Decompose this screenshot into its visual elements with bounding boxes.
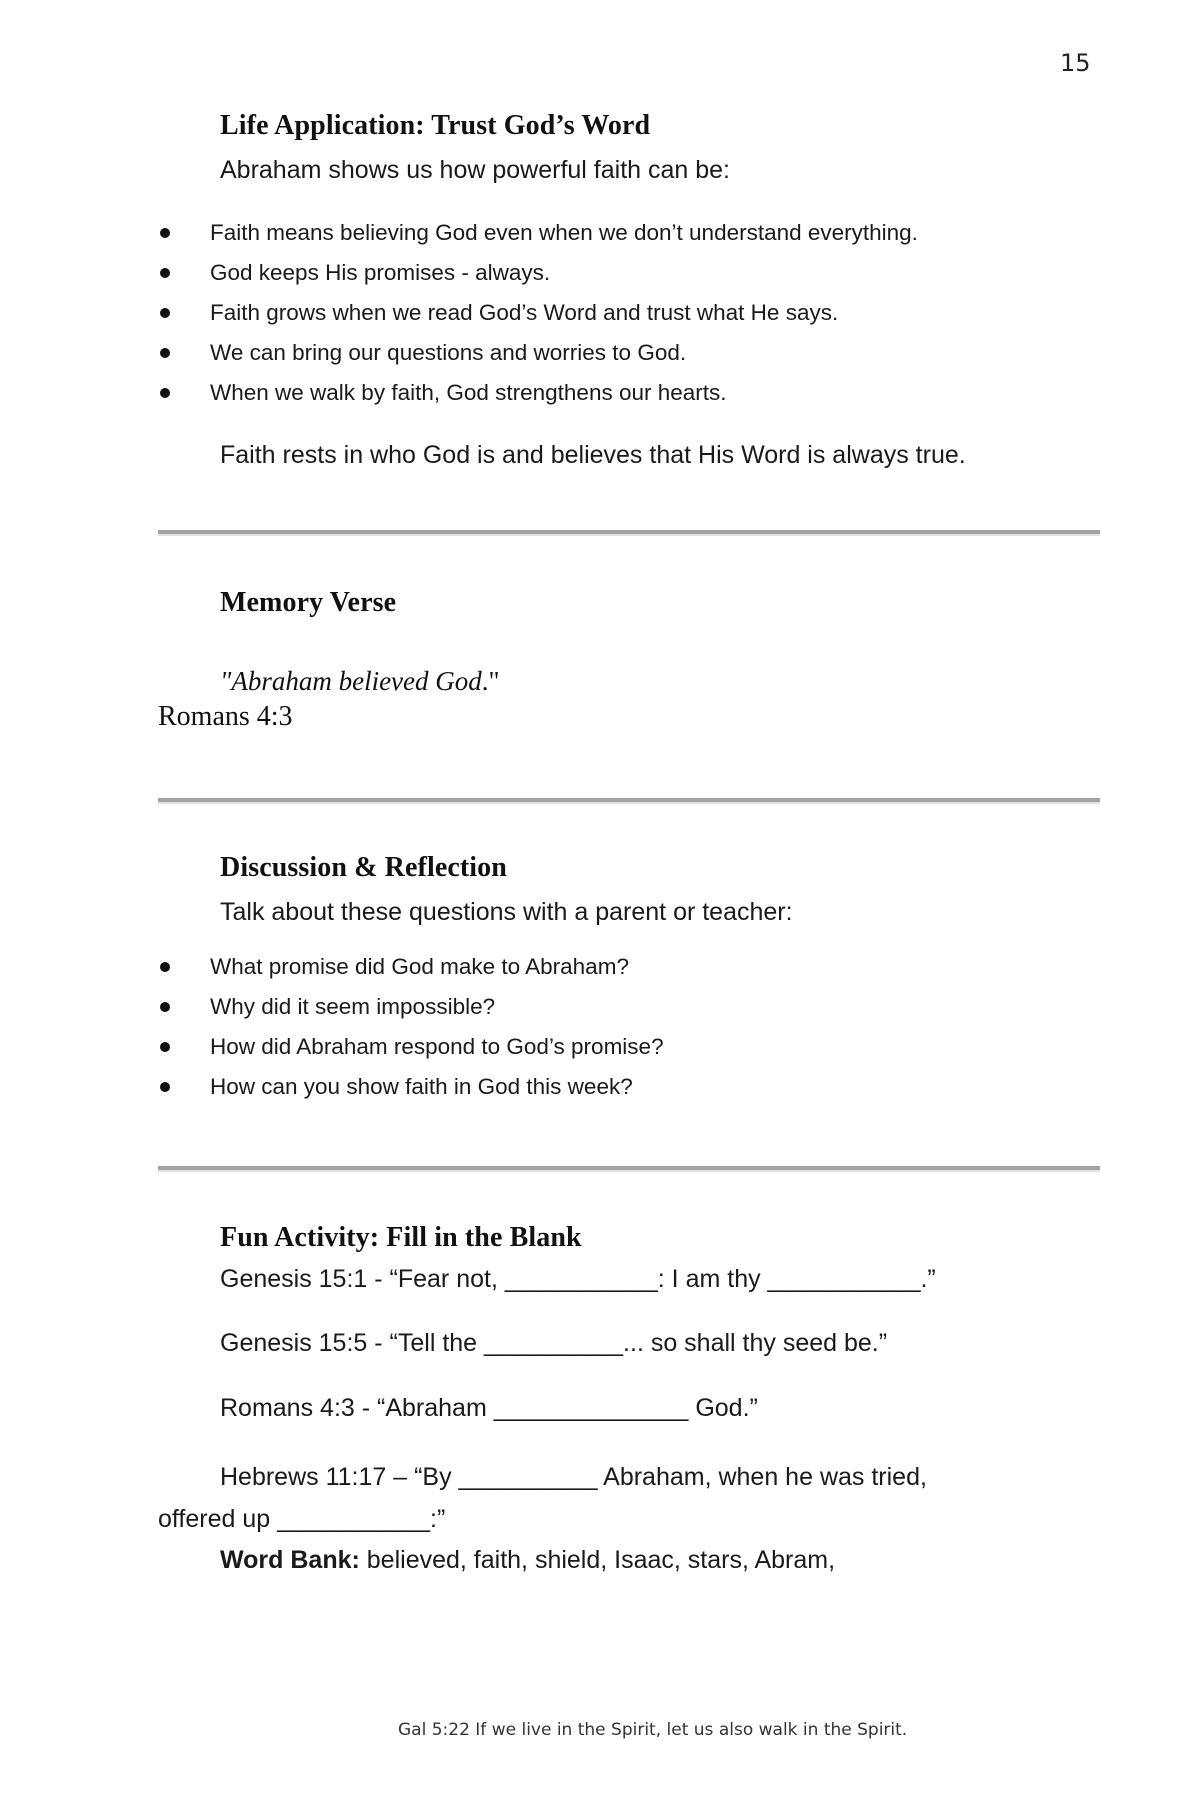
section-divider (158, 1166, 1100, 1170)
fill-in-blank-item: Genesis 15:1 - “Fear not, ___________: I am thy ___________.” (220, 1265, 936, 1293)
list-item-text: When we walk by faith, God strengthens our hearts. (210, 380, 727, 405)
memory-verse-quote-end: ." (481, 666, 500, 696)
list-item-text: Faith means believing God even when we don’t understand everything. (210, 220, 918, 245)
fill-in-blank-item: Hebrews 11:17 – “By __________ Abraham, when he was tried, (220, 1463, 927, 1491)
bullet-icon (160, 268, 170, 278)
list-item (0, 222, 1200, 252)
fill-in-blank-item: Genesis 15:5 - “Tell the __________... so shall thy seed be.” (220, 1329, 888, 1357)
bullet-icon (160, 1082, 170, 1092)
life-application-summary: Faith rests in who God is and believes that His Word is always true. (220, 441, 966, 469)
word-bank-words: believed, faith, shield, Isaac, stars, Abram, (359, 1546, 836, 1574)
list-item (0, 956, 1200, 986)
section-divider (158, 798, 1100, 802)
section-heading-memory-verse: Memory Verse (220, 587, 397, 618)
bullet-icon (160, 308, 170, 318)
list-item-text: Why did it seem impossible? (210, 994, 496, 1019)
word-bank (220, 1548, 835, 1573)
section-heading-fun-activity: Fun Activity: Fill in the Blank (220, 1222, 582, 1253)
bullet-icon (160, 962, 170, 972)
list-item (0, 1036, 1200, 1066)
page-footer: Gal 5:22 If we live in the Spirit, let us also walk in the Spirit. (398, 1720, 908, 1740)
list-item-text: Faith grows when we read God’s Word and trust what He says. (210, 300, 839, 325)
bullet-icon (160, 1042, 170, 1052)
word-bank-label: Word Bank: (220, 1546, 360, 1574)
page-number: 15 (1060, 49, 1091, 77)
list-item-text: What promise did God make to Abraham? (210, 954, 629, 979)
bullet-icon (160, 388, 170, 398)
section-divider (158, 530, 1100, 534)
memory-verse-text (220, 668, 500, 695)
list-item-text: We can bring our questions and worries to God. (210, 340, 687, 365)
section-heading-discussion: Discussion & Reflection (220, 852, 507, 883)
bullet-icon (160, 1002, 170, 1012)
fill-in-blank-item-continued: offered up ___________:” (158, 1505, 446, 1533)
memory-verse-quote: "Abraham believed God (220, 666, 482, 696)
list-item-text: God keeps His promises - always. (210, 260, 551, 285)
list-item (0, 382, 1200, 412)
list-item (0, 342, 1200, 372)
list-item-text: How did Abraham respond to God’s promise? (210, 1034, 664, 1059)
list-item (0, 1076, 1200, 1106)
list-item (0, 996, 1200, 1026)
list-item-text: How can you show faith in God this week? (210, 1074, 633, 1099)
section-heading-life-application: Life Application: Trust God’s Word (220, 110, 651, 141)
list-item (0, 262, 1200, 292)
bullet-icon (160, 348, 170, 358)
memory-verse-reference: Romans 4:3 (158, 701, 293, 732)
discussion-intro: Talk about these questions with a parent or teacher: (220, 898, 793, 926)
bullet-icon (160, 228, 170, 238)
list-item (0, 302, 1200, 332)
fill-in-blank-item: Romans 4:3 - “Abraham ______________ God.” (220, 1394, 758, 1422)
life-application-intro: Abraham shows us how powerful faith can be: (220, 156, 730, 184)
